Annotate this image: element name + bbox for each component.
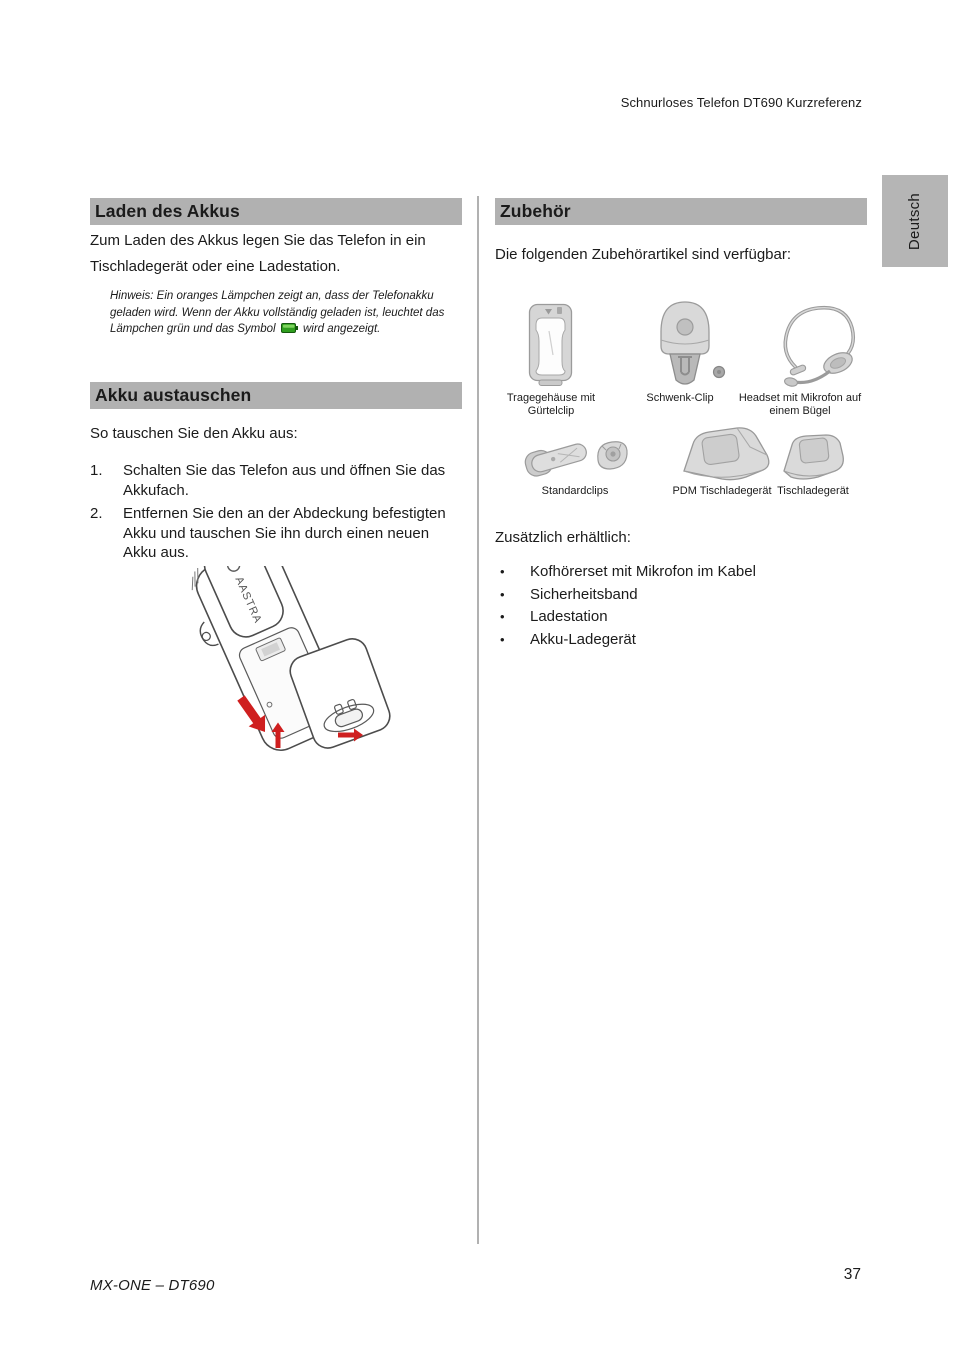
charging-paragraph: Zum Laden des Akkus legen Sie das Telefon in ein Tischladegerät oder eine Ladestation. [90, 232, 426, 275]
section-heading-zubehoer: Zubehör [495, 198, 867, 225]
section-heading-laden-des-akkus: Laden des Akkus [90, 198, 462, 225]
list-item-text: Sicherheitsband [530, 585, 638, 603]
step-1-text: Schalten Sie das Telefon aus und öffnen Sie das Akkufach. [123, 462, 446, 499]
bullet-glyph: • [500, 586, 505, 602]
caption-carrying-case: Tragegehäuse mit Gürtelclip [506, 392, 596, 417]
step-1-number: 1. [90, 462, 103, 479]
accessories-intro: Die folgenden Zubehörartikel sind verfügbar: [495, 246, 792, 263]
additional-items-title: Zusätzlich erhältlich: [495, 529, 631, 546]
section-heading-akku-austauschen: Akku austauschen [90, 382, 462, 409]
caption-standard-clips: Standardclips [541, 485, 609, 497]
carrying-case-icon [528, 303, 573, 392]
language-tab-deutsch [882, 175, 948, 267]
bullet-glyph: • [500, 564, 505, 579]
caption-pdm-charger: PDM Tischladegerät [672, 485, 772, 497]
step-2 [90, 504, 462, 563]
battery-full-icon [281, 323, 298, 333]
column-divider [477, 196, 479, 1244]
note-label: Hinweis: [110, 290, 154, 302]
pdm-desktop-charger-icon [678, 423, 776, 488]
list-item [500, 561, 860, 584]
running-header: Schnurloses Telefon DT690 Kurzreferenz [620, 95, 862, 110]
step-2-text: Entfernen Sie den an der Abdeckung befestigten Akku und tauschen Sie ihn durch einen neuen Akku aus. [123, 505, 446, 561]
caption-swivel-clip: Schwenk-Clip [646, 392, 714, 404]
step-2-number: 2. [90, 505, 103, 522]
language-tab-label: Deutsch [906, 192, 924, 250]
list-item [500, 629, 860, 652]
phone-battery-cover-removal-drawing [158, 566, 398, 766]
list-item [500, 606, 860, 629]
right-column [495, 198, 867, 898]
page-number: 37 [843, 1266, 861, 1283]
list-item-text: Kofhörerset mit Mikrofon im Kabel [530, 563, 756, 580]
note-text-1: Ein oranges Lämpchen zeigt an, dass der Telefonakku geladen wird. Wenn der Akku vollständig geladen ist, leuchtet das Lämpchen grün und das Symbol [110, 290, 445, 335]
left-column [90, 198, 462, 978]
battery-swap-steps [90, 461, 462, 567]
battery-swap-intro: So tauschen Sie den Akku aus: [90, 425, 298, 442]
note-text-2: wird angezeigt. [302, 323, 381, 335]
list-item-text: Akku-Ladegerät [530, 630, 636, 648]
swivel-clip-icon [653, 298, 727, 393]
standard-clips-icon [523, 430, 631, 487]
charging-note [110, 288, 462, 338]
step-1 [90, 461, 462, 500]
footer-product-name: MX-ONE – DT690 [90, 1277, 215, 1294]
caption-headset: Headset mit Mikrofon auf einem Bügel [738, 392, 862, 417]
additional-items-list [500, 561, 860, 651]
list-item-text: Ladestation [530, 608, 608, 626]
headset-boom-icon [778, 301, 862, 396]
desktop-charger-icon [780, 428, 846, 488]
list-item [500, 584, 860, 607]
bullet-glyph: • [500, 609, 505, 625]
bullet-glyph: • [500, 631, 505, 647]
caption-desktop-charger: Tischladegerät [777, 485, 849, 497]
svg-text:AASTRA: AASTRA [232, 574, 264, 626]
